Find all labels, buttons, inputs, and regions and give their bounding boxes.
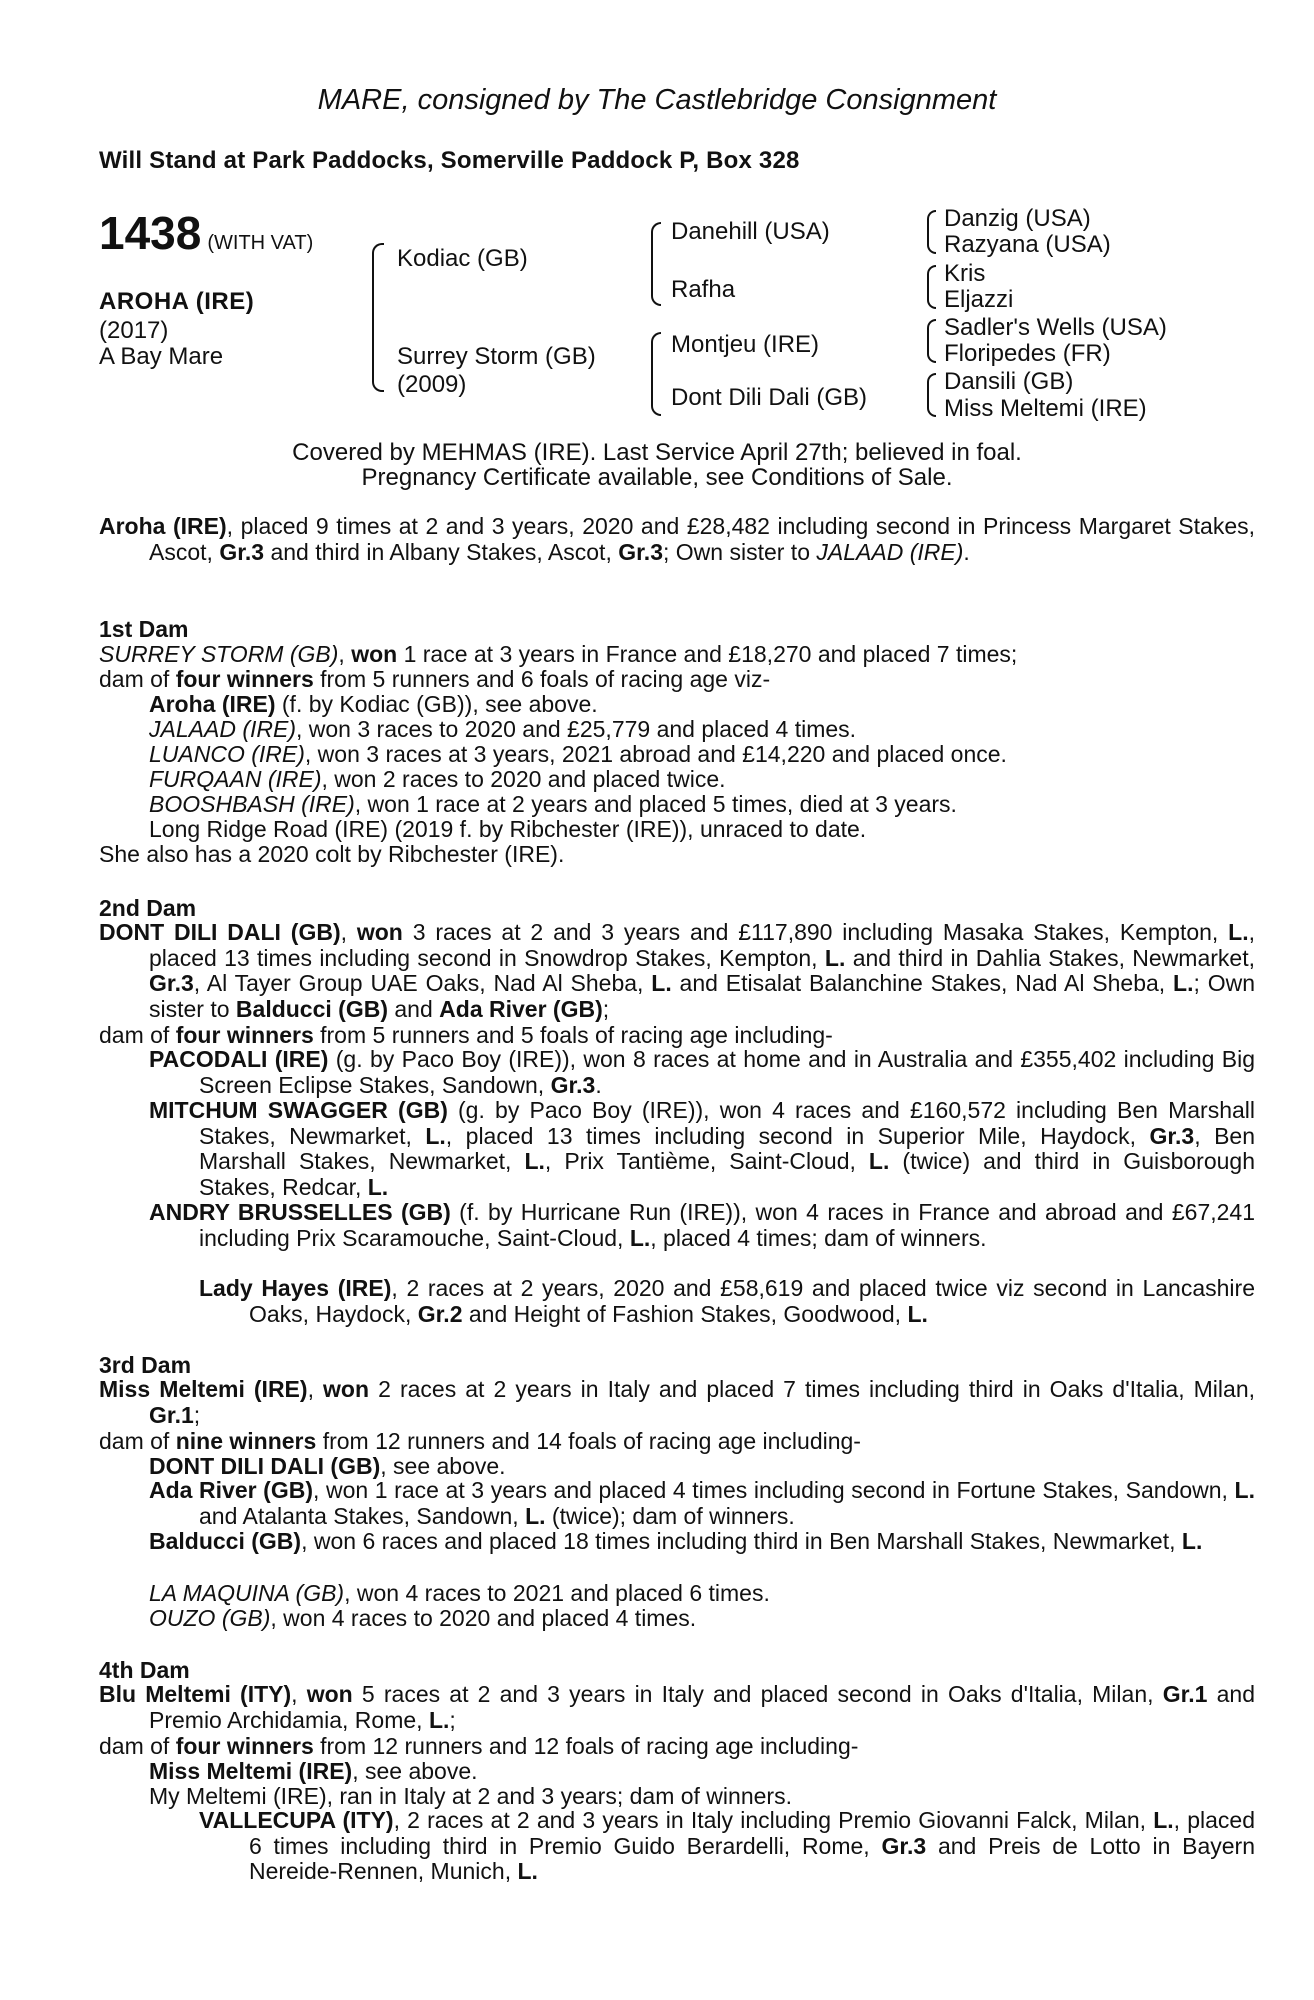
dam4-offspring-1: Miss Meltemi (IRE), see above. — [149, 1758, 478, 1784]
dam1-produce: dam of four winners from 5 runners and 6 foals of racing age viz- — [99, 666, 771, 692]
consignor-heading: MARE, consigned by The Castlebridge Consignment — [317, 84, 997, 116]
dam2-offspring-pacodali: PACODALI (IRE) (g. by Paco Boy (IRE)), won 8 races at home and in Australia and £355,402 including Big Screen Eclipse Stakes, Sandown, Gr.3. — [149, 1046, 1256, 1098]
dam3-heading: 3rd Dam — [99, 1352, 192, 1378]
pedigree-dam-dam: Dont Dili Dali (GB) — [671, 384, 868, 411]
dam2-produce: dam of four winners from 5 runners and 5 foals of racing age including- — [99, 1022, 833, 1048]
dam3-offspring-4: LA MAQUINA (GB), won 4 races to 2021 and placed 6 times. — [149, 1580, 770, 1606]
pedigree-sire: Kodiac (GB) — [397, 245, 528, 272]
pedigree-bracket-sire — [651, 222, 661, 306]
pedigree-g3-6: Floripedes (FR) — [944, 340, 1111, 367]
dam4-record: Blu Meltemi (ITY), won 5 races at 2 and 3 years in Italy and placed second in Oaks d'Italia, Milan, Gr.1 and Premio Archidamia, Rome, L.; — [99, 1681, 1256, 1733]
dam3-offspring-balducci: Balducci (GB), won 6 races and placed 18 times including third in Ben Marshall Stakes, Newmarket, L. — [149, 1528, 1203, 1554]
dam3-offspring-1: DONT DILI DALI (GB), see above. — [149, 1453, 506, 1479]
dam1-offspring-1: Aroha (IRE) (f. by Kodiac (GB)), see above. — [149, 691, 598, 717]
stand-location: Will Stand at Park Paddocks, Somerville Paddock P, Box 328 — [99, 147, 800, 174]
dam1-heading: 1st Dam — [99, 616, 189, 642]
dam2-heading: 2nd Dam — [99, 895, 197, 921]
dam1-also: She also has a 2020 colt by Ribchester (IRE). — [99, 841, 565, 867]
pedigree-g3-3: Kris — [944, 260, 986, 287]
dam1-offspring-3: LUANCO (IRE), won 3 races at 3 years, 2021 abroad and £14,220 and placed once. — [149, 741, 1007, 767]
horse-year: (2017) — [99, 317, 169, 344]
pedigree-sire-sire: Danehill (USA) — [671, 218, 830, 245]
intro-paragraph: Aroha (IRE), placed 9 times at 2 and 3 years, 2020 and £28,482 including second in Princess Margaret Stakes, Ascot, Gr.3 and third in Albany Stakes, Ascot, Gr.3; Own sister to JALAAD (IRE). — [99, 513, 1256, 565]
dam1-offspring-6: Long Ridge Road (IRE) (2019 f. by Ribchester (IRE)), unraced to date. — [149, 816, 867, 842]
dam4-offspring-2: My Meltemi (IRE), ran in Italy at 2 and 3 years; dam of winners. — [149, 1783, 792, 1809]
dam1-offspring-4: FURQAAN (IRE), won 2 races to 2020 and placed twice. — [149, 766, 726, 792]
pedigree-g3-2: Razyana (USA) — [944, 231, 1111, 258]
pedigree-g3-4: Eljazzi — [944, 286, 1014, 313]
dam2-record: DONT DILI DALI (GB), won 3 races at 2 and 3 years and £117,890 including Masaka Stakes, Kempton, L., placed 13 times including second in Snowdrop Stakes, Kempton, L. and third in Dahlia Stakes, Newmarket, Gr.3, Al Tayer Group UAE Oaks, Nad Al Sheba, L. and Etisalat Balanchine Stakes, Nad Al Sheba, L.; Own sister to Balducci (GB) and Ada River (GB); — [99, 919, 1255, 1022]
dam3-produce: dam of nine winners from 12 runners and 14 foals of racing age including- — [99, 1428, 861, 1454]
dam2-offspring-mitchum: MITCHUM SWAGGER (GB) (g. by Paco Boy (IRE)), won 4 races and £160,572 including Ben Marshall Stakes, Newmarket, L., placed 13 times including second in Superior Mile, Haydock, Gr.3, Ben Marshall Stakes, Newmarket, L., Prix Tantième, Saint-Cloud, L. (twice) and third in Guisborough Stakes, Redcar, L. — [149, 1097, 1256, 1200]
covered-line-1: Covered by MEHMAS (IRE). Last Service April 27th; believed in foal. — [292, 439, 1022, 466]
dam1-record: SURREY STORM (GB), won 1 race at 3 years in France and £18,270 and placed 7 times; — [99, 641, 1018, 667]
dam2-offspring-andry: ANDRY BRUSSELLES (GB) (f. by Hurricane Run (IRE)), won 4 races in France and abroad and £67,241 including Prix Scaramouche, Saint-Cloud, L., placed 4 times; dam of winners. — [149, 1199, 1256, 1251]
lot-number: 1438 — [99, 207, 202, 259]
dam4-produce: dam of four winners from 12 runners and 12 foals of racing age including- — [99, 1733, 859, 1759]
dam3-offspring-5: OUZO (GB), won 4 races to 2020 and placed 4 times. — [149, 1605, 697, 1631]
dam2-offspring-lady-hayes: Lady Hayes (IRE), 2 races at 2 years, 2020 and £58,619 and placed twice viz second in Lancashire Oaks, Haydock, Gr.2 and Height of Fashion Stakes, Goodwood, L. — [199, 1275, 1255, 1327]
pedigree-dam-sire: Montjeu (IRE) — [671, 331, 820, 358]
pedigree-sire-dam: Rafha — [671, 276, 736, 303]
dam1-offspring-2: JALAAD (IRE), won 3 races to 2020 and £25,779 and placed 4 times. — [149, 716, 857, 742]
dam4-heading: 4th Dam — [99, 1657, 190, 1683]
dam4-offspring-vallecupa: VALLECUPA (ITY), 2 races at 2 and 3 years in Italy including Premio Giovanni Falck, Milan, L., placed 6 times including third in Premio Guido Berardelli, Rome, Gr.3 and Preis de Lotto in Bayern Nereide-Rennen, Munich, L. — [199, 1807, 1255, 1884]
pedigree-dam-year: (2009) — [397, 371, 467, 398]
dam1-offspring-5: BOOSHBASH (IRE), won 1 race at 2 years and placed 5 times, died at 3 years. — [149, 791, 957, 817]
horse-name: AROHA (IRE) — [99, 288, 255, 315]
pedigree-dam: Surrey Storm (GB) — [397, 343, 596, 370]
pedigree-g3-1: Danzig (USA) — [944, 205, 1091, 232]
pedigree-g3-7: Dansili (GB) — [944, 368, 1074, 395]
vat-note: (WITH VAT) — [207, 232, 314, 254]
pedigree-g3-8: Miss Meltemi (IRE) — [944, 395, 1147, 422]
lot-number-block — [99, 206, 313, 260]
pedigree-bracket-g2 — [927, 265, 936, 309]
pedigree-bracket-g3 — [927, 319, 936, 363]
pedigree-bracket-g1 — [927, 210, 936, 254]
dam3-record: Miss Meltemi (IRE), won 2 races at 2 years in Italy and placed 7 times including third in Oaks d'Italia, Milan, Gr.1; — [99, 1376, 1255, 1428]
pedigree-bracket-g4 — [927, 373, 936, 417]
pedigree-g3-5: Sadler's Wells (USA) — [944, 314, 1167, 341]
pedigree-bracket-gen1 — [372, 243, 384, 392]
dam3-offspring-ada-river: Ada River (GB), won 1 race at 3 years and placed 4 times including second in Fortune Stakes, Sandown, L. and Atalanta Stakes, Sandown, L. (twice); dam of winners. — [149, 1477, 1255, 1529]
horse-description: A Bay Mare — [99, 343, 224, 370]
covered-line-2: Pregnancy Certificate available, see Conditions of Sale. — [361, 464, 953, 491]
pedigree-bracket-dam — [651, 332, 661, 416]
